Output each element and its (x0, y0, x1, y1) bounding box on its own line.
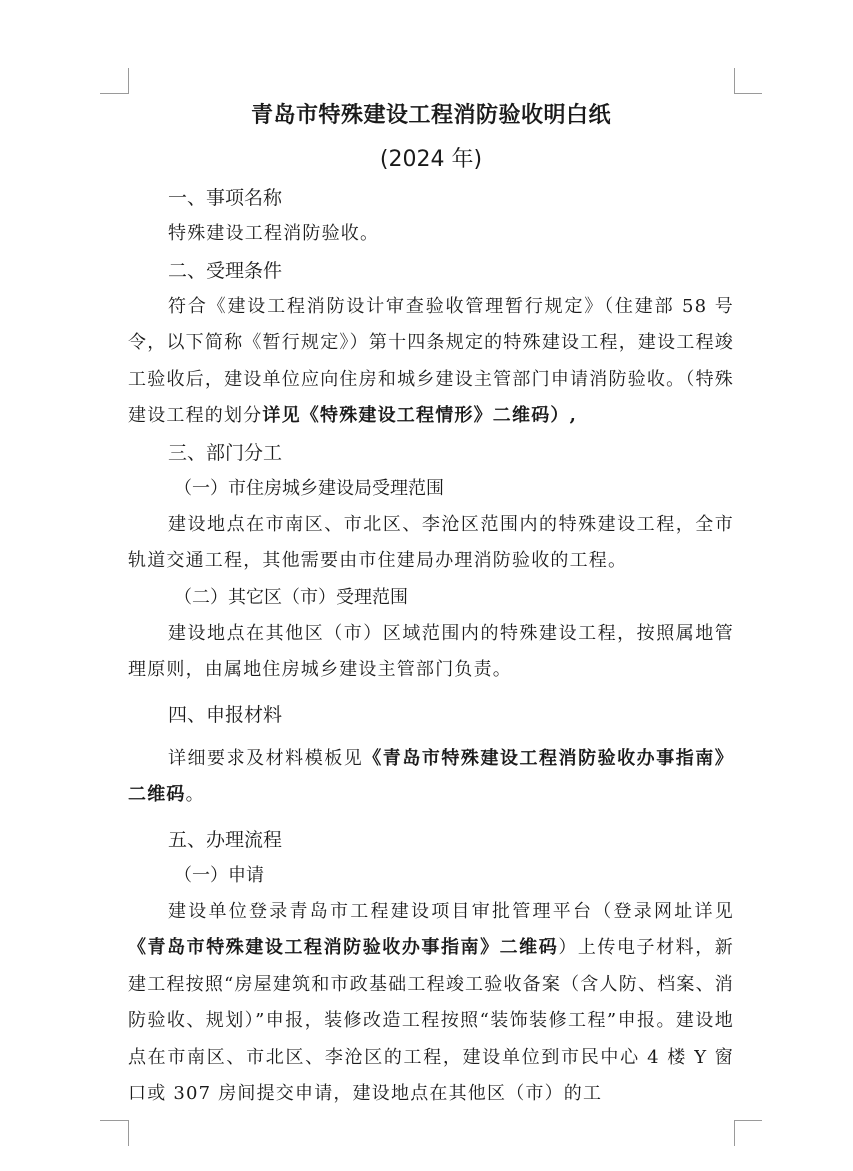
section-4-text (128, 741, 734, 814)
section-2-text-bold: 详见《特殊建设工程情形》二维码）, (262, 405, 578, 426)
section-5-text-bold: 《青岛市特殊建设工程消防验收办事指南》二维码 (128, 937, 559, 958)
section-4-heading: 四、申报材料 (168, 703, 283, 726)
section-5-text-a: 建设单位登录青岛市工程建设项目审批管理平台（登录网址详见 (168, 900, 734, 922)
section-5-heading: 五、办理流程 (168, 828, 283, 851)
crop-mark-top-right-v (734, 68, 735, 94)
section-2-text-main: 符合《建设工程消防设计审查验收管理暂行规定》（住建部 58 号令，以下简称《暂行规定》）第十四条规定的特殊建设工程，建设工程竣工验收后，建设单位应向住房和城乡建设主管部门申请消防验收。（特殊建设工程的划分 (128, 295, 734, 426)
section-3-sub-1-text: 建设地点在市南区、市北区、李沧区范围内的特殊建设工程，全市轨道交通工程，其他需要由市住建局办理消防验收的工程。 (128, 513, 734, 571)
section-2-text (128, 289, 734, 435)
section-5-sub-1: （一）申请 (174, 864, 264, 886)
section-3-sub-1: （一）市住房城乡建设局受理范围 (174, 477, 444, 499)
spacer (128, 689, 734, 697)
crop-mark-bottom-right-v (734, 1120, 735, 1146)
section-1-text: 特殊建设工程消防验收。 (168, 223, 380, 244)
document-page (128, 96, 734, 1113)
section-3-sub-2-text: 建设地点在其他区（市）区域范围内的特殊建设工程，按照属地管理原则，由属地住房城乡建设主管部门负责。 (128, 622, 734, 680)
crop-mark-bottom-left-v (128, 1120, 129, 1146)
section-4-text-a: 详细要求及材料模板见 (168, 747, 364, 769)
crop-mark-top-right-h (734, 93, 762, 94)
section-1-heading: 一、事项名称 (168, 187, 283, 209)
document-title: 青岛市特殊建设工程消防验收明白纸 (250, 103, 611, 128)
spacer (128, 733, 734, 741)
spacer (128, 814, 734, 822)
section-3-heading: 三、部门分工 (168, 441, 283, 464)
section-4-text-bold: 《青岛市特殊建设工程消防验收办事指南》二维码 (128, 747, 734, 805)
document-subtitle: (2024 年) (379, 147, 483, 172)
section-2-heading: 二、受理条件 (168, 259, 283, 282)
section-3-sub-2: （二）其它区（市）受理范围 (174, 586, 408, 608)
section-4-text-c: 。 (185, 784, 205, 805)
crop-mark-bottom-right-h (734, 1120, 762, 1121)
crop-mark-top-left-v (128, 68, 129, 94)
crop-mark-bottom-left-h (100, 1120, 128, 1121)
crop-mark-top-left-h (100, 93, 128, 94)
section-5-text (128, 894, 734, 1113)
section-5-text-c: ）上传电子材料，新建工程按照“房屋建筑和市政基础工程竣工验收备案（含人防、档案、消防验收、规划）”申报，装修改造工程按照“装饰装修工程”申报。建设地点在市南区、市北区、李沧区的工程，建设单位到市民中心 4 楼 Y 窗口或 307 房间提交申请，建设地点在其他区（市）的工 (128, 937, 734, 1104)
